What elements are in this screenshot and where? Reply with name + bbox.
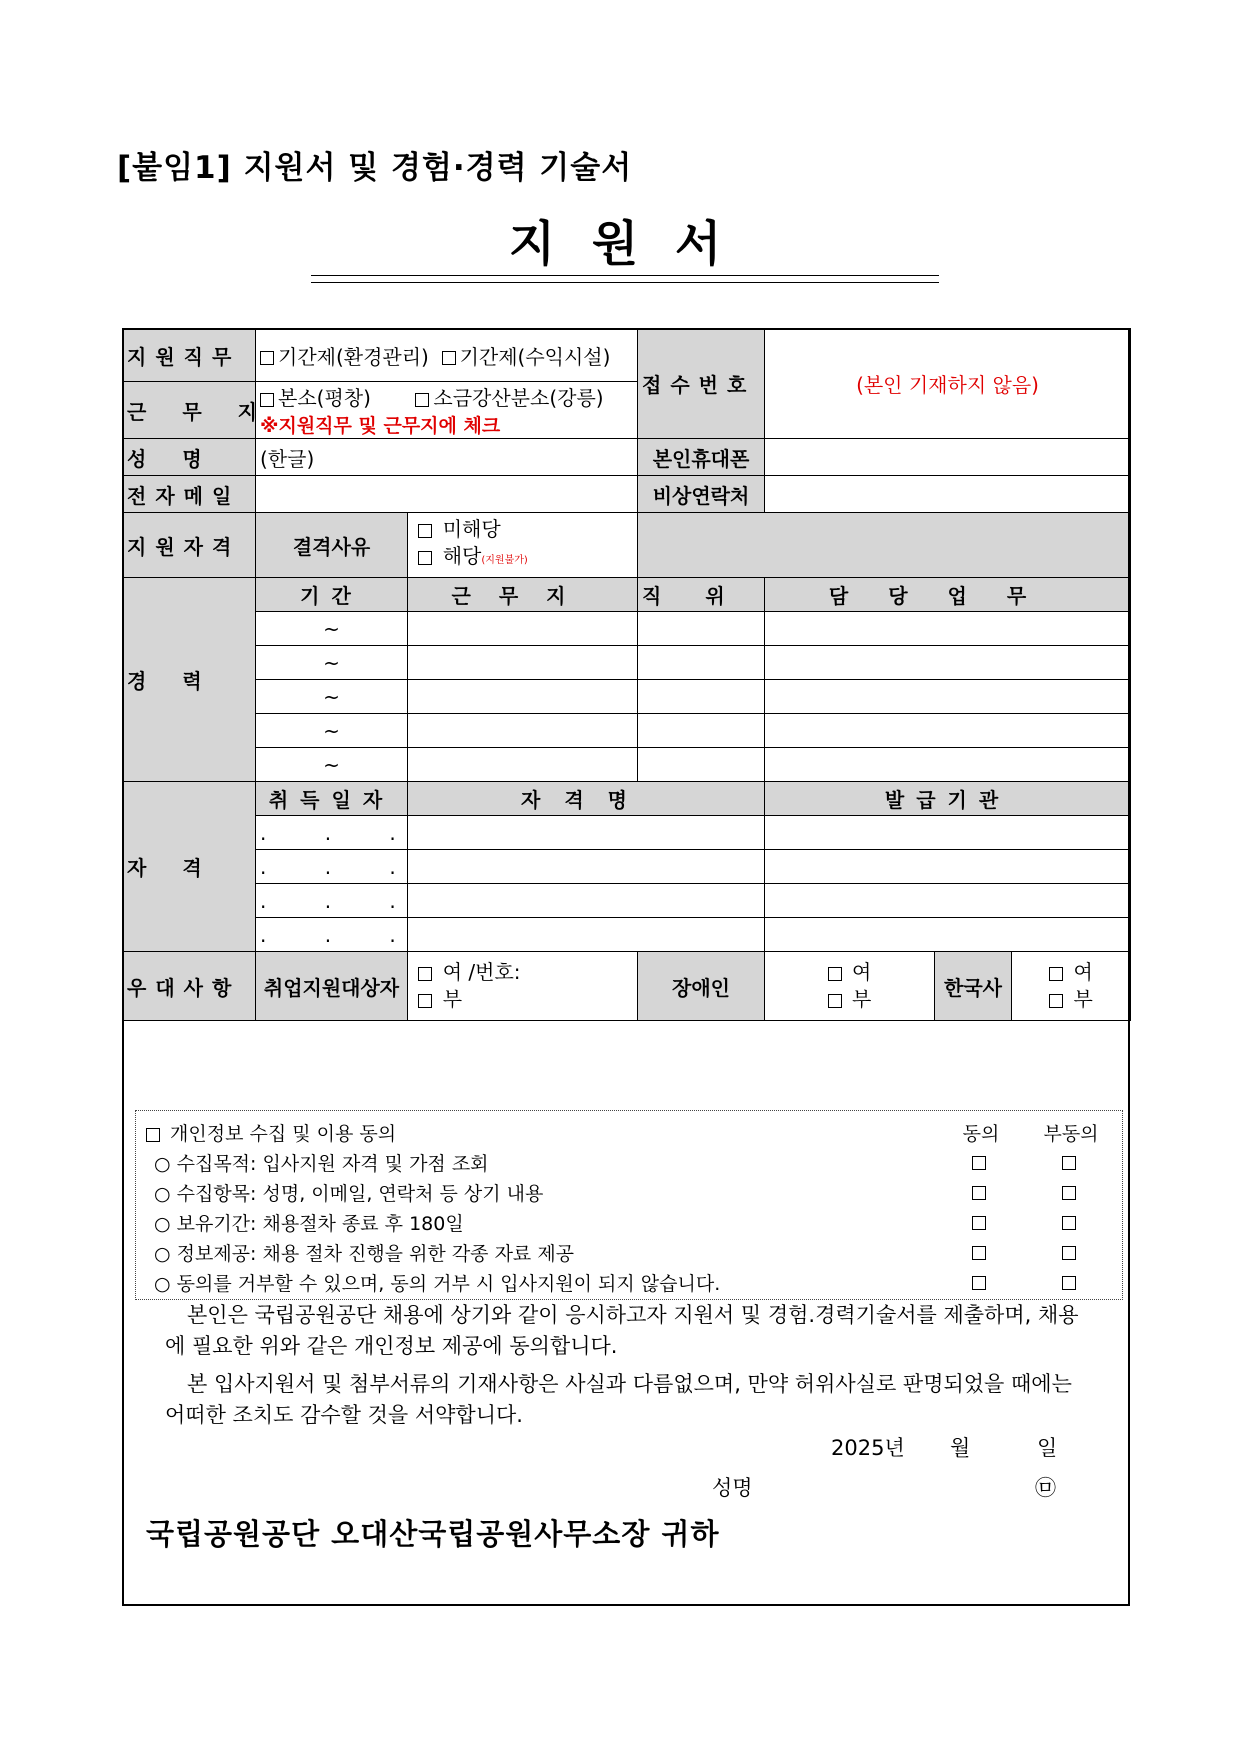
- signature-label: 성명: [712, 1476, 753, 1500]
- consent-title: 개인정보 수집 및 이용 동의: [170, 1123, 397, 1145]
- consent-item-text: 정보제공: 채용 절차 진행을 위한 각종 자료 제공: [176, 1243, 575, 1265]
- qualification-label: 지원자격: [123, 513, 256, 578]
- job-option1-label: 기간제(환경관리): [278, 344, 429, 369]
- consent-agree-checkbox[interactable]: [972, 1216, 986, 1230]
- employment-yes-label: 여 /번호:: [442, 960, 521, 984]
- job-option2-label: 기간제(수익시설): [459, 344, 611, 369]
- license-row-date[interactable]: . . .: [256, 816, 408, 850]
- disabled-no-label: 부: [852, 987, 872, 1011]
- employment-support-label: 취업지원대상자: [256, 952, 408, 1021]
- disqualification-label: 결격사유: [256, 513, 408, 578]
- license-header-name: 자격명: [408, 782, 765, 816]
- consent-disagree-header: 부동의: [1043, 1123, 1099, 1145]
- mobile-label: 본인휴대폰: [638, 439, 765, 476]
- emergency-label: 비상연락처: [638, 476, 765, 513]
- consent-disagree-checkbox[interactable]: [1062, 1276, 1076, 1290]
- date-month: 월: [950, 1436, 971, 1460]
- consent-item: ○ 정보제공: 채용 절차 진행을 위한 각종 자료 제공: [154, 1243, 575, 1265]
- date-day: 일: [1037, 1436, 1058, 1460]
- career-row-period[interactable]: ~: [256, 612, 408, 646]
- consent-agree-checkbox[interactable]: [972, 1186, 986, 1200]
- consent-agree-checkbox[interactable]: [972, 1246, 986, 1260]
- career-header-position: 직위: [638, 578, 765, 612]
- license-row-date[interactable]: . . .: [256, 918, 408, 952]
- addressee: 국립공원공단 오대산국립공원사무소장 귀하: [146, 1517, 720, 1551]
- date-year: 2025년: [831, 1436, 905, 1460]
- consent-item: ○ 보유기간: 채용절차 종료 후 180일: [154, 1213, 464, 1235]
- korean-history-label: 한국사: [935, 952, 1012, 1021]
- workplace-option1-label: 본소(평창): [278, 386, 371, 410]
- career-row-period[interactable]: ~: [256, 714, 408, 748]
- disabled-yes-label: 여: [852, 960, 872, 984]
- name-label: 성명: [123, 439, 256, 476]
- receipt-label: 접수번호: [638, 329, 765, 439]
- consent-item-text: 보유기간: 채용절차 종료 후 180일: [176, 1213, 464, 1235]
- career-row-period[interactable]: ~: [256, 680, 408, 714]
- receipt-note: (본인 기재하지 않음): [856, 373, 1039, 397]
- career-header-duty: 담당업무: [765, 578, 1131, 612]
- applicable-note: (지원불가): [481, 555, 528, 566]
- attachment-title: [붙임1] 지원서 및 경험·경력 기술서: [117, 150, 633, 186]
- workplace-note: ※지원직무 및 근무지에 체크: [260, 415, 501, 437]
- consent-item-text: 수집항목: 성명, 이메일, 연락처 등 상기 내용: [176, 1183, 544, 1205]
- consent-agree-checkbox[interactable]: [972, 1156, 986, 1170]
- license-row-date[interactable]: . . .: [256, 884, 408, 918]
- employment-no-label: 부: [442, 987, 463, 1011]
- preference-label: 우대사항: [123, 952, 256, 1021]
- consent-disagree-checkbox[interactable]: [1062, 1216, 1076, 1230]
- name-hint: (한글): [260, 446, 315, 471]
- consent-title-row: [146, 1119, 396, 1146]
- privacy-consent-box: [135, 1110, 1123, 1300]
- not-applicable-label: 미해당: [442, 517, 501, 541]
- consent-title-checkbox[interactable]: [146, 1128, 160, 1142]
- license-label: 자격: [123, 782, 256, 952]
- consent-item-text: 수집목적: 입사지원 자격 및 가점 조회: [176, 1153, 489, 1175]
- title-underline: [311, 275, 939, 283]
- consent-item-text: 동의를 거부할 수 있으며, 동의 거부 시 입사지원이 되지 않습니다.: [176, 1273, 721, 1295]
- career-header-period: 기간: [256, 578, 408, 612]
- consent-item: ○ 동의를 거부할 수 있으며, 동의 거부 시 입사지원이 되지 않습니다.: [154, 1273, 721, 1295]
- declaration-paragraph-1: 본인은 국립공원공단 채용에 상기와 같이 응시하고자 지원서 및 경험.경력기술서를 제출하며, 채용에 필요한 위와 같은 개인정보 제공에 동의합니다.: [165, 1303, 1079, 1358]
- job-label: 지원직무: [123, 329, 256, 382]
- consent-agree-checkbox[interactable]: [972, 1276, 986, 1290]
- document-title: 지 원 서: [508, 216, 732, 272]
- consent-disagree-checkbox[interactable]: [1062, 1246, 1076, 1260]
- consent-disagree-checkbox[interactable]: [1062, 1186, 1076, 1200]
- license-header-date: 취득일자: [256, 782, 408, 816]
- career-header-workplace: 근무지: [408, 578, 638, 612]
- history-yes-label: 여: [1073, 960, 1093, 984]
- disabled-label: 장애인: [638, 952, 765, 1021]
- career-row-period[interactable]: ~: [256, 748, 408, 782]
- career-label: 경력: [123, 578, 256, 782]
- history-no-label: 부: [1073, 987, 1093, 1011]
- applicable-label: 해당: [442, 544, 482, 568]
- career-row-period[interactable]: ~: [256, 646, 408, 680]
- consent-disagree-checkbox[interactable]: [1062, 1156, 1076, 1170]
- email-label: 전자메일: [123, 476, 256, 513]
- seal-mark: ㉤: [1035, 1476, 1056, 1500]
- workplace-label: 근무지: [123, 382, 256, 439]
- consent-item: ○ 수집항목: 성명, 이메일, 연락처 등 상기 내용: [154, 1183, 544, 1205]
- license-row-date[interactable]: . . .: [256, 850, 408, 884]
- consent-item: ○ 수집목적: 입사지원 자격 및 가점 조회: [154, 1153, 489, 1175]
- consent-agree-header: 동의: [962, 1123, 1000, 1145]
- workplace-option2-label: 소금강산분소(강릉): [433, 386, 604, 410]
- declaration-paragraph-2: 본 입사지원서 및 첨부서류의 기재사항은 사실과 다름없으며, 만약 허위사실로 판명되었을 때에는 어떠한 조치도 감수할 것을 서약합니다.: [165, 1372, 1072, 1427]
- license-header-issuer: 발급기관: [765, 782, 1131, 816]
